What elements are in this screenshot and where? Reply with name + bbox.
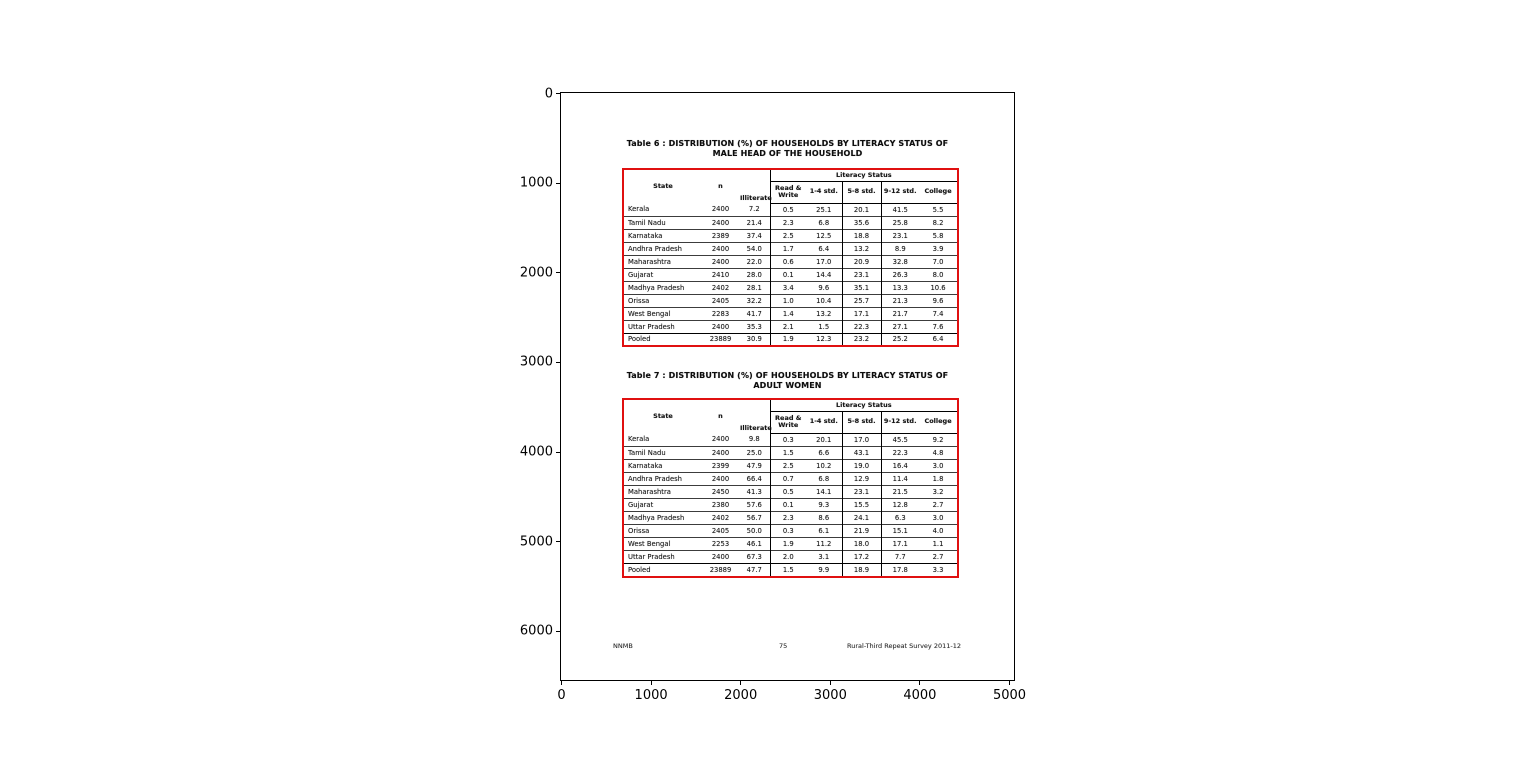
value-cell: 3.0 bbox=[919, 511, 958, 524]
y-tick-mark bbox=[556, 93, 560, 94]
value-cell: 41.7 bbox=[739, 307, 770, 320]
value-cell: 14.4 bbox=[806, 268, 842, 281]
column-header: n bbox=[718, 181, 723, 190]
value-cell: 10.4 bbox=[806, 294, 842, 307]
value-cell: 2400 bbox=[711, 205, 730, 214]
value-cell: 17.1 bbox=[842, 307, 881, 320]
value-cell: 20.1 bbox=[816, 435, 832, 444]
value-cell: 32.2 bbox=[739, 294, 770, 307]
state-cell: Karnataka bbox=[623, 459, 702, 472]
value-cell: 25.8 bbox=[881, 216, 919, 229]
value-cell: 46.1 bbox=[739, 538, 770, 551]
value-cell: 2400 bbox=[702, 216, 739, 229]
value-cell: 23889 bbox=[702, 564, 739, 577]
column-header: Illiterate bbox=[740, 193, 772, 202]
state-cell: Pooled bbox=[623, 333, 702, 346]
value-cell: 17.2 bbox=[842, 551, 881, 564]
state-cell: Andhra Pradesh bbox=[623, 472, 702, 485]
table-row bbox=[623, 242, 958, 255]
state-cell: Gujarat bbox=[623, 498, 702, 511]
value-cell: 37.4 bbox=[739, 229, 770, 242]
table-male-head-literacy bbox=[622, 168, 959, 347]
state-cell: Andhra Pradesh bbox=[623, 242, 702, 255]
value-cell: 54.0 bbox=[739, 242, 770, 255]
table-row bbox=[623, 333, 958, 346]
value-cell: 2.7 bbox=[919, 551, 958, 564]
value-cell: 12.5 bbox=[806, 229, 842, 242]
value-cell: 25.2 bbox=[881, 333, 919, 346]
table-row bbox=[623, 564, 958, 577]
value-cell: 13.2 bbox=[842, 242, 881, 255]
table-row bbox=[623, 203, 958, 216]
value-cell: 7.7 bbox=[881, 551, 919, 564]
table-row bbox=[623, 320, 958, 333]
table6-title-line1: Table 6 : DISTRIBUTION (%) OF HOUSEHOLDS BY LITERACY STATUS OF bbox=[626, 139, 949, 148]
column-header: College bbox=[919, 411, 958, 433]
value-cell: 12.9 bbox=[842, 472, 881, 485]
state-cell: Pooled bbox=[623, 564, 702, 577]
state-cell: Kerala bbox=[628, 205, 650, 214]
value-cell: 2400 bbox=[711, 435, 730, 444]
page-number: 75 bbox=[779, 642, 788, 650]
value-cell: 8.2 bbox=[919, 216, 958, 229]
table-row bbox=[623, 498, 958, 511]
value-cell: 2450 bbox=[702, 485, 739, 498]
footer-survey-name: Rural-Third Repeat Survey 2011-12 bbox=[847, 642, 961, 650]
value-cell: 2380 bbox=[702, 498, 739, 511]
x-tick-mark bbox=[651, 681, 652, 685]
value-cell: 1.1 bbox=[919, 538, 958, 551]
value-cell: 24.1 bbox=[842, 511, 881, 524]
value-cell: 1.5 bbox=[770, 446, 806, 459]
value-cell: 2283 bbox=[702, 307, 739, 320]
value-cell: 41.3 bbox=[739, 485, 770, 498]
y-tick-mark bbox=[556, 452, 560, 453]
value-cell: 26.3 bbox=[881, 268, 919, 281]
y-tick-mark bbox=[556, 272, 560, 273]
value-cell: 6.4 bbox=[806, 242, 842, 255]
y-tick-mark bbox=[556, 631, 560, 632]
value-cell: 3.4 bbox=[770, 281, 806, 294]
x-tick-mark bbox=[561, 681, 562, 685]
value-cell: 4.0 bbox=[919, 525, 958, 538]
value-cell: 6.3 bbox=[881, 511, 919, 524]
column-header: Read & Write bbox=[770, 181, 806, 203]
value-cell: 2389 bbox=[702, 229, 739, 242]
table-row bbox=[623, 551, 958, 564]
value-cell: 1.9 bbox=[770, 538, 806, 551]
value-cell: 1.9 bbox=[770, 333, 806, 346]
value-cell: 14.1 bbox=[806, 485, 842, 498]
value-cell: 23.1 bbox=[842, 268, 881, 281]
value-cell: 21.9 bbox=[842, 525, 881, 538]
value-cell: 56.7 bbox=[739, 511, 770, 524]
value-cell: 67.3 bbox=[739, 551, 770, 564]
value-cell: 7.2 bbox=[748, 205, 760, 214]
value-cell: 0.5 bbox=[770, 203, 806, 216]
value-cell: 2405 bbox=[702, 525, 739, 538]
value-cell: 7.0 bbox=[919, 255, 958, 268]
y-tick-label: 4000 bbox=[519, 444, 553, 460]
state-cell: Madhya Pradesh bbox=[623, 281, 702, 294]
value-cell: 2253 bbox=[702, 538, 739, 551]
state-cell: Kerala bbox=[628, 435, 650, 444]
table-row bbox=[623, 485, 958, 498]
table-row bbox=[623, 525, 958, 538]
value-cell: 22.0 bbox=[739, 255, 770, 268]
value-cell: 9.3 bbox=[806, 498, 842, 511]
column-header: 9-12 std. bbox=[881, 181, 919, 203]
value-cell: 0.1 bbox=[770, 498, 806, 511]
table-row bbox=[623, 268, 958, 281]
y-tick-label: 1000 bbox=[519, 175, 553, 191]
value-cell: 28.0 bbox=[739, 268, 770, 281]
value-cell: 45.5 bbox=[881, 433, 919, 446]
group-header-literacy-status: Literacy Status bbox=[770, 169, 958, 181]
value-cell: 2.3 bbox=[770, 511, 806, 524]
value-cell: 11.4 bbox=[881, 472, 919, 485]
state-cell: Tamil Nadu bbox=[623, 446, 702, 459]
value-cell: 35.6 bbox=[842, 216, 881, 229]
value-cell: 17.0 bbox=[842, 433, 881, 446]
value-cell: 0.3 bbox=[770, 433, 806, 446]
table-row bbox=[623, 307, 958, 320]
value-cell: 2402 bbox=[702, 281, 739, 294]
x-tick-label: 0 bbox=[557, 688, 566, 703]
value-cell: 15.5 bbox=[842, 498, 881, 511]
value-cell: 2400 bbox=[702, 446, 739, 459]
table-row bbox=[623, 433, 958, 446]
value-cell: 10.6 bbox=[919, 281, 958, 294]
value-cell: 57.6 bbox=[739, 498, 770, 511]
table-row bbox=[623, 511, 958, 524]
state-cell: West Bengal bbox=[623, 307, 702, 320]
value-cell: 9.2 bbox=[932, 435, 944, 444]
value-cell: 6.6 bbox=[806, 446, 842, 459]
value-cell: 1.7 bbox=[770, 242, 806, 255]
state-cell: West Bengal bbox=[623, 538, 702, 551]
value-cell: 15.1 bbox=[881, 525, 919, 538]
value-cell: 0.1 bbox=[770, 268, 806, 281]
value-cell: 7.6 bbox=[919, 320, 958, 333]
column-header: 9-12 std. bbox=[881, 411, 919, 433]
table-row bbox=[623, 459, 958, 472]
value-cell: 35.3 bbox=[739, 320, 770, 333]
table-row bbox=[623, 281, 958, 294]
value-cell: 1.5 bbox=[770, 564, 806, 577]
x-tick-mark bbox=[919, 681, 920, 685]
value-cell: 5.8 bbox=[919, 229, 958, 242]
value-cell: 6.1 bbox=[806, 525, 842, 538]
value-cell: 3.9 bbox=[919, 242, 958, 255]
state-cell: Gujarat bbox=[623, 268, 702, 281]
y-tick-label: 0 bbox=[544, 86, 553, 101]
value-cell: 2.1 bbox=[770, 320, 806, 333]
value-cell: 2.3 bbox=[770, 216, 806, 229]
value-cell: 16.4 bbox=[881, 459, 919, 472]
x-tick-label: 5000 bbox=[992, 688, 1027, 703]
value-cell: 2.7 bbox=[919, 498, 958, 511]
value-cell: 0.5 bbox=[770, 485, 806, 498]
value-cell: 30.9 bbox=[739, 333, 770, 346]
value-cell: 21.7 bbox=[881, 307, 919, 320]
value-cell: 23.1 bbox=[881, 229, 919, 242]
value-cell: 2.0 bbox=[770, 551, 806, 564]
table-row bbox=[623, 255, 958, 268]
value-cell: 43.1 bbox=[842, 446, 881, 459]
value-cell: 3.1 bbox=[806, 551, 842, 564]
y-tick-label: 2000 bbox=[519, 265, 553, 281]
page-footer bbox=[561, 642, 1016, 652]
value-cell: 12.3 bbox=[806, 333, 842, 346]
value-cell: 2405 bbox=[702, 294, 739, 307]
x-tick-label: 2000 bbox=[724, 688, 758, 703]
value-cell: 11.2 bbox=[806, 538, 842, 551]
value-cell: 9.9 bbox=[806, 564, 842, 577]
value-cell: 2.5 bbox=[770, 229, 806, 242]
value-cell: 25.1 bbox=[816, 205, 832, 214]
value-cell: 17.8 bbox=[881, 564, 919, 577]
value-cell: 0.6 bbox=[770, 255, 806, 268]
value-cell: 19.0 bbox=[842, 459, 881, 472]
column-header: College bbox=[919, 181, 958, 203]
state-cell: Maharashtra bbox=[623, 485, 702, 498]
value-cell: 7.4 bbox=[919, 307, 958, 320]
value-cell: 41.5 bbox=[881, 203, 919, 216]
value-cell: 0.7 bbox=[770, 472, 806, 485]
value-cell: 21.5 bbox=[881, 485, 919, 498]
plot-axes bbox=[519, 86, 1027, 703]
value-cell: 1.0 bbox=[770, 294, 806, 307]
value-cell: 2402 bbox=[702, 511, 739, 524]
column-header: Illiterate bbox=[740, 423, 772, 432]
table-row bbox=[623, 294, 958, 307]
value-cell: 50.0 bbox=[739, 525, 770, 538]
value-cell: 9.6 bbox=[806, 281, 842, 294]
y-tick-mark bbox=[556, 362, 560, 363]
value-cell: 47.9 bbox=[739, 459, 770, 472]
value-cell: 2400 bbox=[702, 320, 739, 333]
value-cell: 0.3 bbox=[770, 525, 806, 538]
value-cell: 32.8 bbox=[881, 255, 919, 268]
value-cell: 1.8 bbox=[919, 472, 958, 485]
y-tick-label: 6000 bbox=[519, 623, 553, 639]
value-cell: 6.8 bbox=[806, 472, 842, 485]
value-cell: 2410 bbox=[702, 268, 739, 281]
state-cell: Orissa bbox=[623, 525, 702, 538]
table-row bbox=[623, 229, 958, 242]
state-cell: Karnataka bbox=[623, 229, 702, 242]
value-cell: 6.8 bbox=[806, 216, 842, 229]
value-cell: 5.5 bbox=[932, 205, 944, 214]
value-cell: 27.1 bbox=[881, 320, 919, 333]
table6-title-line2: MALE HEAD OF THE HOUSEHOLD bbox=[712, 149, 863, 158]
table-row bbox=[623, 538, 958, 551]
value-cell: 2.5 bbox=[770, 459, 806, 472]
value-cell: 18.9 bbox=[842, 564, 881, 577]
value-cell: 2400 bbox=[702, 242, 739, 255]
value-cell: 2400 bbox=[702, 472, 739, 485]
value-cell: 3.0 bbox=[919, 459, 958, 472]
table-adult-women-literacy bbox=[622, 398, 959, 578]
value-cell: 4.8 bbox=[919, 446, 958, 459]
value-cell: 12.8 bbox=[881, 498, 919, 511]
value-cell: 23889 bbox=[702, 333, 739, 346]
value-cell: 28.1 bbox=[739, 281, 770, 294]
table7-title-line2: ADULT WOMEN bbox=[753, 381, 822, 390]
value-cell: 17.0 bbox=[806, 255, 842, 268]
value-cell: 3.3 bbox=[919, 564, 958, 577]
value-cell: 1.5 bbox=[806, 320, 842, 333]
value-cell: 18.0 bbox=[842, 538, 881, 551]
value-cell: 8.9 bbox=[881, 242, 919, 255]
column-header: 1-4 std. bbox=[806, 181, 842, 203]
x-tick-label: 3000 bbox=[813, 688, 847, 703]
state-cell: Uttar Pradesh bbox=[623, 320, 702, 333]
table-row bbox=[623, 216, 958, 229]
y-tick-label: 3000 bbox=[519, 354, 553, 370]
y-tick-label: 5000 bbox=[519, 534, 553, 550]
value-cell: 8.6 bbox=[806, 511, 842, 524]
y-tick-mark bbox=[556, 541, 560, 542]
table7-title-line1: Table 7 : DISTRIBUTION (%) OF HOUSEHOLDS BY LITERACY STATUS OF bbox=[626, 371, 949, 380]
value-cell: 17.1 bbox=[881, 538, 919, 551]
value-cell: 25.0 bbox=[739, 446, 770, 459]
value-cell: 13.2 bbox=[806, 307, 842, 320]
state-cell: Tamil Nadu bbox=[623, 216, 702, 229]
column-header: State bbox=[653, 411, 673, 420]
group-header-literacy-status: Literacy Status bbox=[770, 399, 958, 411]
value-cell: 23.2 bbox=[842, 333, 881, 346]
value-cell: 9.6 bbox=[919, 294, 958, 307]
value-cell: 9.8 bbox=[748, 435, 760, 444]
value-cell: 21.4 bbox=[739, 216, 770, 229]
x-tick-mark bbox=[740, 681, 741, 685]
x-tick-label: 1000 bbox=[634, 688, 668, 703]
column-header: State bbox=[653, 181, 673, 190]
value-cell: 22.3 bbox=[842, 320, 881, 333]
column-header: 5-8 std. bbox=[842, 181, 881, 203]
y-tick-mark bbox=[556, 183, 560, 184]
column-header: 1-4 std. bbox=[806, 411, 842, 433]
x-tick-mark bbox=[830, 681, 831, 685]
state-cell: Maharashtra bbox=[623, 255, 702, 268]
value-cell: 2400 bbox=[702, 255, 739, 268]
column-header: n bbox=[718, 411, 723, 420]
footer-org: NNMB bbox=[613, 642, 633, 650]
state-cell: Orissa bbox=[623, 294, 702, 307]
value-cell: 20.9 bbox=[842, 255, 881, 268]
value-cell: 18.8 bbox=[842, 229, 881, 242]
x-tick-mark bbox=[1009, 681, 1010, 685]
table-row bbox=[623, 472, 958, 485]
value-cell: 47.7 bbox=[739, 564, 770, 577]
state-cell: Uttar Pradesh bbox=[623, 551, 702, 564]
value-cell: 8.0 bbox=[919, 268, 958, 281]
value-cell: 25.7 bbox=[842, 294, 881, 307]
column-header: 5-8 std. bbox=[842, 411, 881, 433]
value-cell: 2400 bbox=[702, 551, 739, 564]
value-cell: 10.2 bbox=[806, 459, 842, 472]
value-cell: 1.4 bbox=[770, 307, 806, 320]
value-cell: 2399 bbox=[702, 459, 739, 472]
value-cell: 35.1 bbox=[842, 281, 881, 294]
value-cell: 13.3 bbox=[881, 281, 919, 294]
value-cell: 66.4 bbox=[739, 472, 770, 485]
table-row bbox=[623, 446, 958, 459]
value-cell: 3.2 bbox=[919, 485, 958, 498]
state-cell: Madhya Pradesh bbox=[623, 511, 702, 524]
value-cell: 20.1 bbox=[842, 203, 881, 216]
column-header: Read & Write bbox=[770, 411, 806, 433]
value-cell: 6.4 bbox=[919, 333, 958, 346]
value-cell: 22.3 bbox=[881, 446, 919, 459]
x-tick-label: 4000 bbox=[903, 688, 937, 703]
value-cell: 21.3 bbox=[881, 294, 919, 307]
value-cell: 23.1 bbox=[842, 485, 881, 498]
